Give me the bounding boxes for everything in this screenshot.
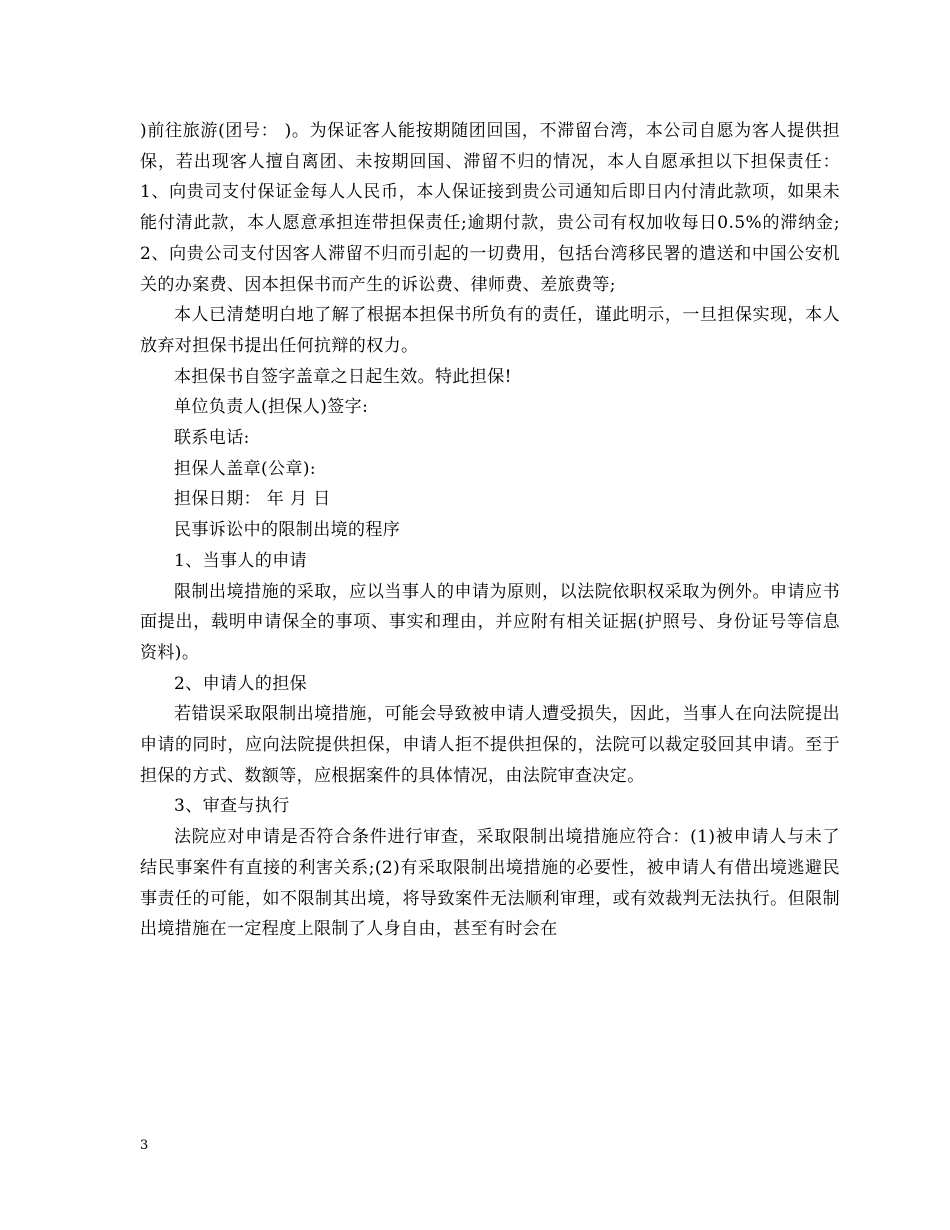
- subheading-guarantee: 2、申请人的担保: [174, 673, 308, 694]
- phone-field-label: 联系电话:: [174, 428, 250, 449]
- date-field-label: 担保日期： 年 月 日: [174, 489, 331, 510]
- document-body: [140, 116, 840, 945]
- acknowledgement-paragraph: 本人已清楚明白地了解了根据本担保书所负有的责任，谨此明示，一旦担保实现，本人放弃对担保书提出任何抗辩的权力。: [140, 305, 840, 356]
- subheading-review: 3、审查与执行: [174, 796, 290, 817]
- seal-field-label: 担保人盖章(公章):: [174, 458, 316, 479]
- signature-field-label: 单位负责人(担保人)签字:: [174, 397, 369, 418]
- guarantee-paragraph: 若错误采取限制出境措施，可能会导致被申请人遭受损失，因此，当事人在向法院提出申请的同时，应向法院提供担保，申请人拒不提供担保的，法院可以裁定驳回其申请。至于担保的方式、数额等，应根据案件的具体情况，由法院审查决定。: [140, 704, 840, 786]
- effective-statement: 本担保书自签字盖章之日起生效。特此担保!: [174, 366, 512, 387]
- application-paragraph: 限制出境措施的采取，应以当事人的申请为原则，以法院依职权采取为例外。申请应书面提出，载明申请保全的事项、事实和理由，并应附有相关证据(护照号、身份证号等信息资料)。: [140, 581, 840, 663]
- review-paragraph: 法院应对申请是否符合条件进行审查，采取限制出境措施应符合：(1)被申请人与未了结民事案件有直接的利害关系;(2)有采取限制出境措施的必要性，被申请人有借出境逃避民事责任的可能，如不限制其出境，将导致案件无法顺利审理，或有效裁判无法执行。但限制出境措施在一定程度上限制了人身自由，甚至有时会在: [140, 827, 840, 940]
- page-number: 3: [140, 1138, 149, 1153]
- subheading-application: 1、当事人的申请: [174, 550, 308, 571]
- section-title: 民事诉讼中的限制出境的程序: [174, 520, 401, 541]
- guarantee-clause-paragraph: )前往旅游(团号： )。为保证客人能按期随团回国，不滞留台湾，本公司自愿为客人提供担保，若出现客人擅自离团、未按期回国、滞留不归的情况，本人自愿承担以下担保责任： 1、向贵司支付保证金每人人民币，本人保证接到贵公司通知后即日内付清此款项，如果未能付清此款，本人愿意承担连带担保责任;逾期付款，贵公司有权加收每日0.5%的滞纳金; 2、向贵公司支付因客人滞留不归而引起的一切费用，包括台湾移民署的遣送和中国公安机关的办案费、因本担保书而产生的诉讼费、律师费、差旅费等;: [140, 121, 840, 295]
